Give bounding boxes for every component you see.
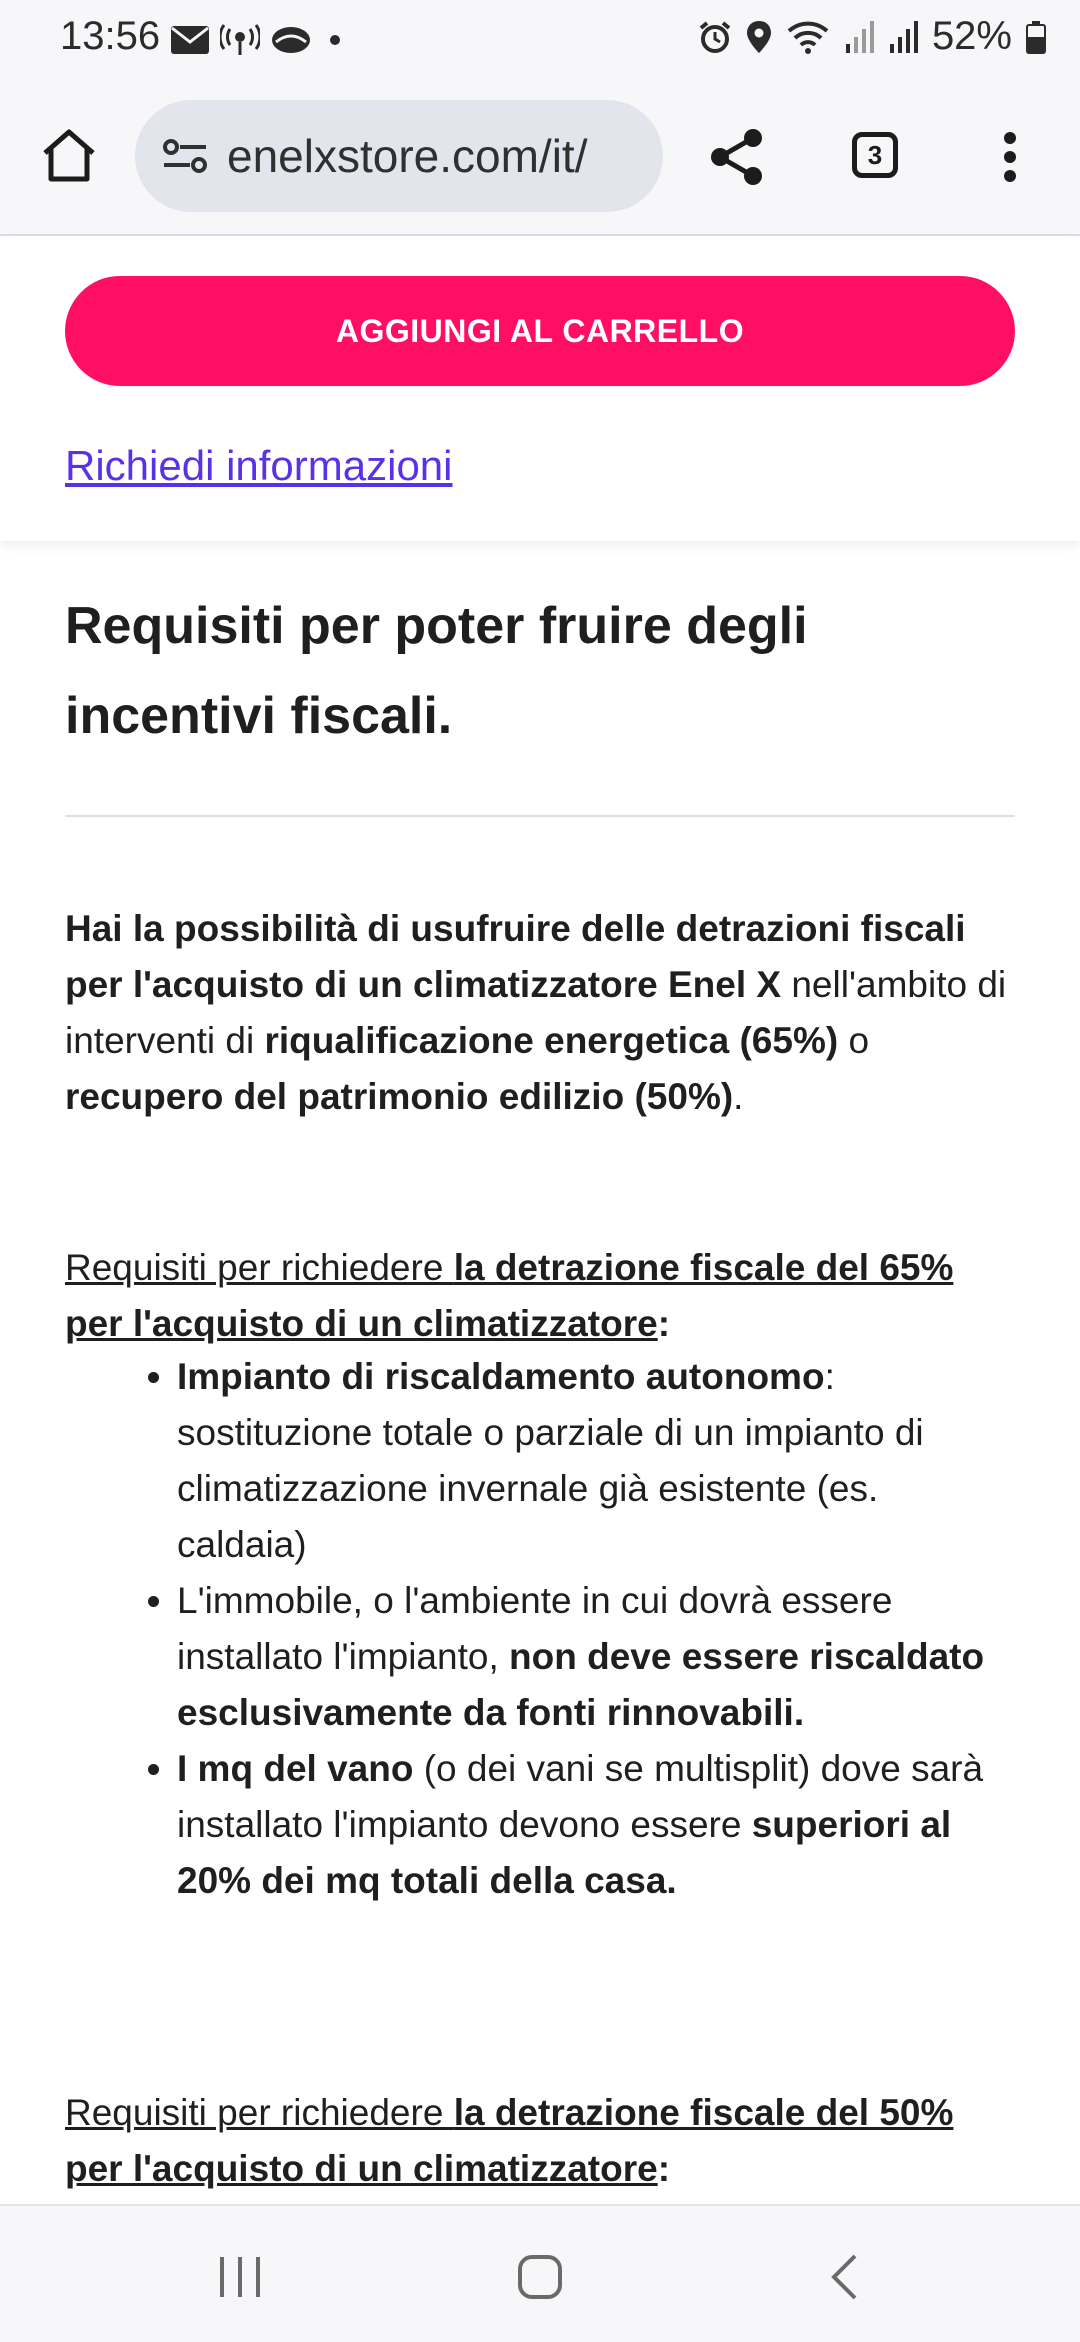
back-icon <box>829 2253 859 2301</box>
intro-text-3: . <box>733 1076 744 1117</box>
tune-icon <box>162 136 208 176</box>
intro-paragraph <box>65 901 1015 1125</box>
location-icon <box>746 20 772 54</box>
list-item <box>177 1741 1015 1909</box>
browser-menu-button[interactable] <box>990 120 1030 194</box>
bullet-2-text: L'immobile, o l'ambiente in cui dovrà essere installato l'impianto, <box>177 1580 893 1677</box>
requirements-50-title <box>65 2085 1015 2197</box>
tab-count: 3 <box>867 139 883 170</box>
mail-icon <box>170 25 210 55</box>
list-item <box>177 1349 1015 1573</box>
wifi-icon <box>786 19 830 55</box>
page-content <box>0 541 1080 2204</box>
alarm-icon <box>698 20 732 54</box>
req65-lead: Requisiti per richiedere <box>65 1247 454 1288</box>
page-title: Requisiti per poter fruire degli incentivi fiscali. <box>65 597 808 745</box>
signal-icon <box>888 20 918 54</box>
req65-colon: : <box>657 1303 671 1344</box>
cloud-icon <box>270 25 312 55</box>
req65-bold: la detrazione fiscale del 65% per l'acquisto di un climatizzatore <box>65 1247 954 1344</box>
add-to-cart-button[interactable]: AGGIUNGI AL CARRELLO <box>65 276 1015 386</box>
list-item <box>177 1573 1015 1741</box>
share-button[interactable] <box>700 120 774 194</box>
home-nav-icon <box>517 2254 563 2300</box>
recent-apps-button[interactable] <box>200 2242 280 2312</box>
req50-colon: : <box>657 2148 671 2189</box>
status-time: 13:56 <box>60 14 161 58</box>
bullet-2-bold: non deve essere riscaldato esclusivamente da fonti rinnovabili. <box>177 1636 985 1733</box>
recent-apps-icon <box>217 2255 263 2299</box>
bullet-3-bold-2: superiori al 20% dei mq totali della casa. <box>177 1804 952 1901</box>
home-nav-button[interactable] <box>500 2242 580 2312</box>
back-button[interactable] <box>804 2242 884 2312</box>
tab-switcher-button[interactable] <box>852 132 898 178</box>
intro-bold-3: recupero del patrimonio edilizio (50%) <box>65 1076 734 1117</box>
share-icon <box>707 126 767 188</box>
url-text[interactable]: enelxstore.com/it/ <box>227 130 588 182</box>
intro-bold-1: Hai la possibilità di usufruire delle detrazioni fiscali per l'acquisto di un climatizzatore Enel X <box>65 908 966 1005</box>
home-icon <box>39 127 99 183</box>
intro-text-2: o <box>838 1020 870 1061</box>
req50-bold: la detrazione fiscale del 50% per l'acquisto di un climatizzatore <box>65 2092 954 2189</box>
bullet-1-text: : sostituzione totale o parziale di un impianto di climatizzazione invernale già esistente (es. caldaia) <box>177 1356 924 1565</box>
cart-section <box>0 236 1080 541</box>
req50-lead: Requisiti per richiedere <box>65 2092 454 2133</box>
signal-icon <box>844 20 874 54</box>
site-settings-button[interactable] <box>157 128 213 184</box>
bullet-1-bold: Impianto di riscaldamento autonomo <box>177 1356 825 1397</box>
dot-icon <box>322 30 348 50</box>
bullet-3-text: (o dei vani se multisplit) dove sarà installato l'impianto devono essere <box>177 1748 984 1845</box>
battery-icon <box>1026 20 1046 54</box>
hotspot-icon <box>220 23 260 57</box>
intro-text-1: nell'ambito di interventi di <box>65 964 1007 1061</box>
requirements-65-list <box>65 1349 1015 1909</box>
browser-toolbar <box>0 80 1080 236</box>
address-bar[interactable] <box>135 100 663 212</box>
requirements-65-title <box>65 1240 1015 1352</box>
home-button[interactable] <box>34 120 104 190</box>
bullet-3-bold-1: I mq del vano <box>177 1748 414 1789</box>
request-info-link[interactable]: Richiedi informazioni <box>65 442 453 489</box>
intro-bold-2: riqualificazione energetica (65%) <box>264 1020 839 1061</box>
battery-percent: 52% <box>931 14 1012 58</box>
system-nav-bar <box>0 2204 1080 2342</box>
divider <box>65 815 1015 817</box>
status-right-icons <box>698 14 1046 59</box>
status-bar <box>0 0 1080 80</box>
more-vert-icon <box>1003 131 1017 183</box>
status-left-icons <box>170 20 348 60</box>
